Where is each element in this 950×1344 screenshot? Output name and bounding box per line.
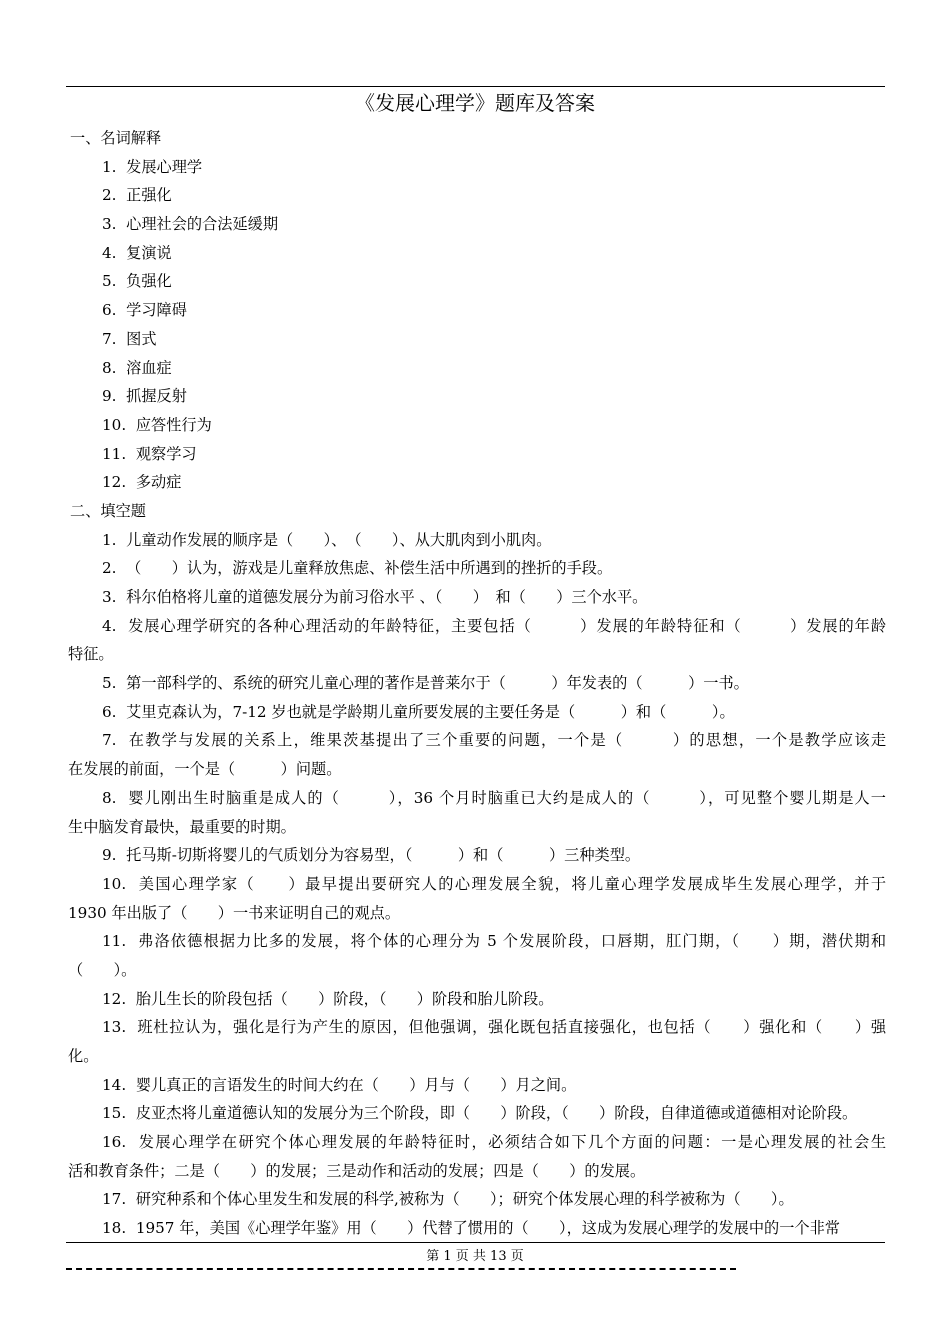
question-item [66, 669, 886, 698]
question-number: 1. [102, 530, 117, 549]
list-item [66, 239, 886, 268]
document-body [66, 124, 886, 1243]
item-number: 11. [102, 444, 127, 463]
question-text: 在教学与发展的关系上，维果茨基提出了三个重要的问题，一个是（ ）的思想，一个是教学应该走 [128, 731, 886, 750]
fill-blank-list [66, 526, 886, 1243]
list-item [66, 296, 886, 325]
item-text: 溶血症 [126, 358, 172, 377]
question-text: 皮亚杰将儿童道德认知的发展分为三个阶段，即（ ）阶段，（ ）阶段，自律道德或道德相对论阶段。 [135, 1104, 858, 1123]
list-item [66, 181, 886, 210]
item-number: 7. [102, 329, 117, 348]
terms-list [66, 153, 886, 497]
item-number: 10. [102, 415, 127, 434]
question-continuation: 特征。 [68, 645, 114, 664]
item-number: 3. [102, 215, 117, 234]
question-item [66, 1071, 886, 1100]
question-number: 9. [102, 846, 117, 865]
question-number: 17. [102, 1190, 127, 1209]
item-text: 发展心理学 [126, 157, 203, 176]
dashed-cut-line [66, 1268, 736, 1270]
question-text: 婴儿刚出生时脑重是成人的（ ），36 个月时脑重已大约是成人的（ ），可见整个婴儿期是人一 [128, 788, 886, 807]
question-text: 发展心理学研究的各种心理活动的年龄特征，主要包括（ ）发展的年龄特征和（ ）发展的年龄 [128, 616, 886, 635]
question-continuation: 1930 年出版了（ ）一书来证明自己的观点。 [68, 903, 401, 922]
question-number: 3. [102, 588, 117, 606]
question-continuation: 活和教育条件；二是（ ）的发展；三是动作和活动的发展；四是（ ）的发展。 [68, 1161, 646, 1180]
question-number: 11. [102, 932, 127, 951]
question-item [66, 1185, 886, 1214]
list-item [66, 153, 886, 182]
question-number: 6. [102, 702, 117, 721]
question-item [66, 583, 886, 612]
footer-rule [66, 1242, 885, 1243]
question-continuation: 化。 [68, 1047, 99, 1065]
section-heading-fill-blank: 二、填空题 [70, 501, 146, 520]
question-item [66, 927, 886, 956]
question-number: 12. [102, 989, 127, 1008]
question-number: 5. [102, 674, 117, 693]
question-number: 4. [102, 616, 117, 635]
list-item [66, 267, 886, 296]
question-item [66, 985, 886, 1014]
question-item [66, 554, 886, 583]
question-number: 2. [102, 559, 117, 578]
document-title: 《发展心理学》题库及答案 [355, 91, 595, 115]
question-text: 婴儿真正的言语发生的时间大约在（ ）月与（ ）月之间。 [135, 1075, 577, 1094]
question-item [66, 1099, 886, 1128]
list-item [66, 354, 886, 383]
question-number: 10. [102, 874, 127, 893]
question-number: 18. [102, 1219, 127, 1238]
question-number: 13. [102, 1018, 127, 1037]
list-item [66, 325, 886, 354]
question-number: 8. [102, 788, 117, 807]
question-text: 1957 年，美国《心理学年鉴》用（ ）代替了惯用的（ ），这成为发展心理学的发展中的一个非常 [135, 1219, 840, 1238]
item-text: 复演说 [126, 243, 172, 262]
question-text: （ ）认为，游戏是儿童释放焦虑、补偿生活中所遇到的挫折的手段。 [126, 559, 613, 578]
item-number: 1. [102, 157, 117, 176]
item-text: 观察学习 [135, 444, 197, 463]
question-text: 美国心理学家（ ）最早提出要研究人的心理发展全貌，将儿童心理学发展成毕生发展心理学，并于 [138, 874, 886, 893]
question-text: 弗洛依德根据力比多的发展，将个体的心理分为 5 个发展阶段，口唇期，肛门期，（ ）期，潜伏期和 [138, 932, 886, 951]
page-number: 第 1 页 共 13 页 [426, 1249, 524, 1264]
question-text: 科尔伯格将儿童的道德发展分为前习俗水平 、（ ） 和（ ）三个水平。 [126, 588, 648, 606]
question-item [66, 726, 886, 755]
question-item [66, 1128, 886, 1157]
item-text: 抓握反射 [126, 387, 187, 406]
list-item [66, 411, 886, 440]
question-text: 胎儿生长的阶段包括（ ）阶段，（ ）阶段和胎儿阶段。 [135, 989, 554, 1008]
question-text: 研究种系和个体心里发生和发展的科学,被称为（ ）；研究个体发展心理的科学被称为（ ）。 [135, 1190, 794, 1209]
list-item [66, 468, 886, 497]
question-item [66, 1013, 886, 1042]
item-number: 6. [102, 301, 117, 320]
item-number: 4. [102, 243, 117, 262]
question-number: 16. [102, 1133, 127, 1152]
question-number: 15. [102, 1104, 127, 1123]
item-text: 学习障碍 [126, 301, 187, 320]
question-item [66, 784, 886, 813]
list-item [66, 440, 886, 469]
item-number: 5. [102, 272, 117, 291]
question-item [66, 841, 886, 870]
item-text: 负强化 [126, 272, 172, 291]
question-number: 14. [102, 1075, 127, 1094]
item-number: 9. [102, 387, 117, 406]
question-text: 托马斯-切斯将婴儿的气质划分为容易型，（ ）和（ ）三种类型。 [126, 846, 641, 865]
question-number: 7. [102, 731, 117, 750]
question-text: 班杜拉认为，强化是行为产生的原因，但他强调，强化既包括直接强化，也包括（ ）强化和（ ）强 [137, 1018, 886, 1037]
item-number: 8. [102, 358, 117, 377]
question-item [66, 612, 886, 641]
question-item [66, 1214, 886, 1243]
section-heading-terms: 一、名词解释 [70, 129, 162, 147]
item-text: 多动症 [135, 473, 182, 492]
question-continuation: 生中脑发育最快，最重要的时期。 [68, 817, 296, 836]
question-item [66, 526, 886, 555]
list-item [66, 382, 886, 411]
item-text: 心理社会的合法延缓期 [126, 215, 279, 234]
item-text: 正强化 [126, 186, 172, 205]
item-text: 图式 [126, 329, 157, 348]
item-text: 应答性行为 [135, 415, 212, 434]
header-rule [66, 86, 885, 87]
question-item [66, 698, 886, 727]
question-continuation: （ ）。 [68, 960, 137, 979]
question-item [66, 870, 886, 899]
question-text: 艾里克森认为，7-12 岁也就是学龄期儿童所要发展的主要任务是（ ）和（ ）。 [126, 702, 735, 721]
question-text: 儿童动作发展的顺序是（ ）、 （ ）、从大肌肉到小肌肉。 [126, 530, 552, 549]
question-text: 发展心理学在研究个体心理发展的年龄特征时，必须结合如下几个方面的问题：一是心理发展的社会生 [138, 1133, 886, 1152]
list-item [66, 210, 886, 239]
item-number: 12. [102, 473, 127, 492]
question-text: 第一部科学的、系统的研究儿童心理的著作是普莱尔于（ ）年发表的（ ）一书。 [126, 674, 749, 693]
question-continuation: 在发展的前面，一个是（ ）问题。 [68, 760, 342, 779]
item-number: 2. [102, 186, 117, 205]
